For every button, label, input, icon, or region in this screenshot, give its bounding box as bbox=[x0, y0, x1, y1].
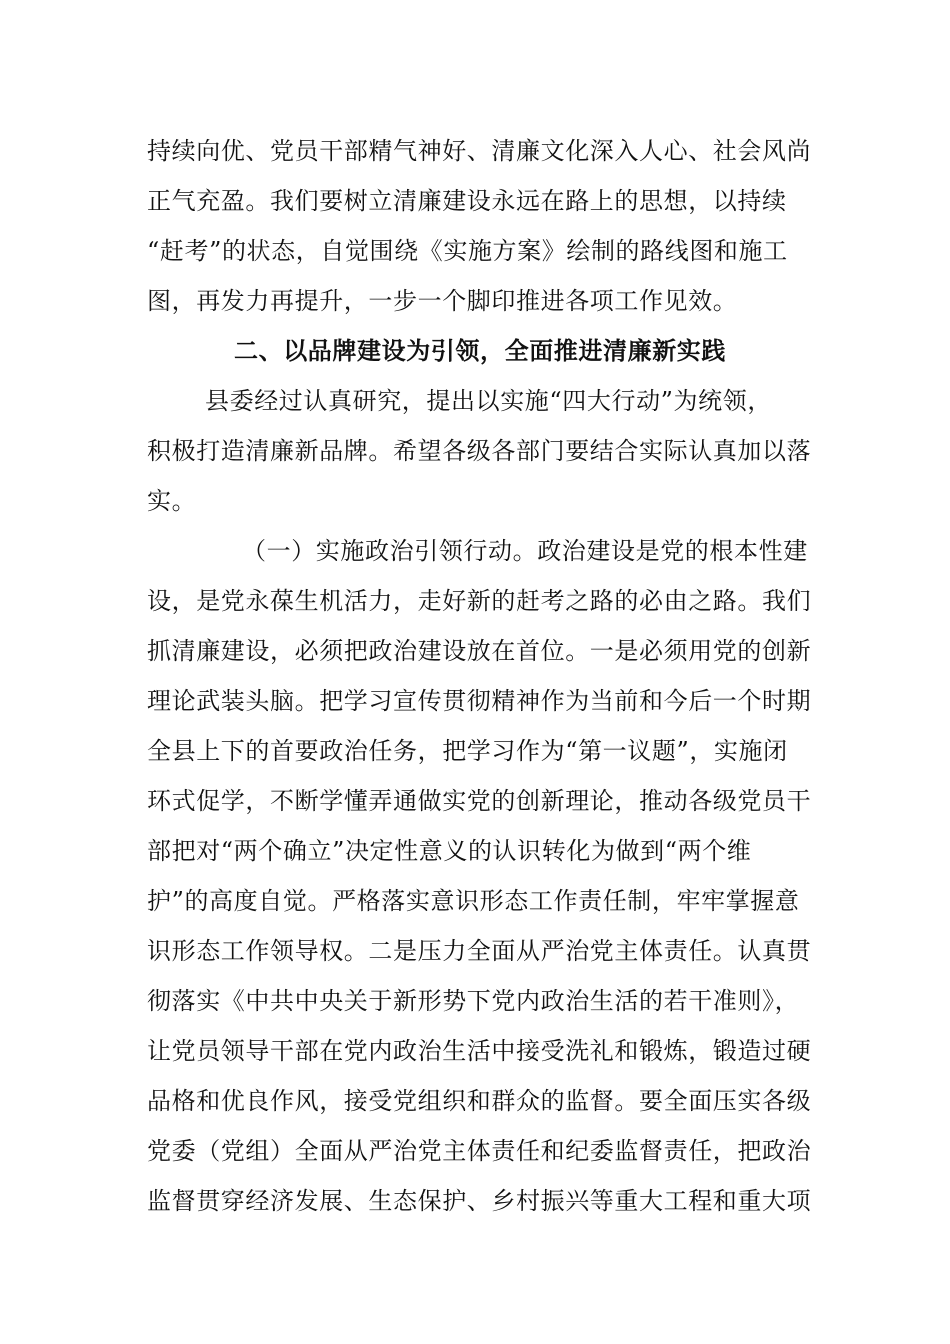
body-text-line: 实。 bbox=[147, 487, 197, 515]
body-text-line: 识形态工作领导权。二是压力全面从严治党主体责任。认真贯 bbox=[147, 937, 812, 965]
body-text-line: 监督贯穿经济发展、生态保护、乡村振兴等重大工程和重大项 bbox=[147, 1187, 812, 1215]
body-text-line: 环式促学，不断学懂弄通做实党的创新理论，推动各级党员干 bbox=[147, 787, 812, 815]
section-heading: 二、以品牌建设为引领，全面推进清廉新实践 bbox=[234, 336, 726, 365]
body-text-line: （一）实施政治引领行动。政治建设是党的根本性建 bbox=[242, 537, 808, 565]
body-text-line: 彻落实《中共中央关于新形势下党内政治生活的若干准则》， bbox=[147, 987, 800, 1015]
body-text-line: 图，再发力再提升，一步一个脚印推进各项工作见效。 bbox=[147, 287, 738, 315]
body-text-line: 县委经过认真研究，提出以实施“四大行动”为统领， bbox=[205, 387, 772, 415]
body-text-line: “赶考”的状态，自觉围绕《实施方案》绘制的路线图和施工 bbox=[147, 237, 788, 265]
body-text-line: 全县上下的首要政治任务，把学习作为“第一议题”，实施闭 bbox=[147, 737, 788, 765]
body-text-line: 持续向优、党员干部精气神好、清廉文化深入人心、社会风尚 bbox=[147, 137, 812, 165]
body-text-line: 正气充盈。我们要树立清廉建设永远在路上的思想，以持续 bbox=[147, 187, 787, 215]
body-text-line: 护”的高度自觉。严格落实意识形态工作责任制，牢牢掌握意 bbox=[147, 887, 800, 915]
body-text-line: 抓清廉建设，必须把政治建设放在首位。一是必须用党的创新 bbox=[147, 637, 812, 665]
body-text-line: 党委（党组）全面从严治党主体责任和纪委监督责任，把政治 bbox=[147, 1137, 812, 1165]
body-text-line: 部把对“两个确立”决定性意义的认识转化为做到“两个维 bbox=[147, 837, 752, 865]
body-text-line: 积极打造清廉新品牌。希望各级各部门要结合实际认真加以落 bbox=[147, 437, 812, 465]
body-text-line: 理论武装头脑。把学习宣传贯彻精神作为当前和今后一个时期 bbox=[147, 687, 812, 715]
body-text-line: 品格和优良作风，接受党组织和群众的监督。要全面压实各级 bbox=[147, 1087, 812, 1115]
body-text-line: 设，是党永葆生机活力，走好新的赶考之路的必由之路。我们 bbox=[147, 587, 812, 615]
body-text-line: 让党员领导干部在党内政治生活中接受洗礼和锻炼，锻造过硬 bbox=[147, 1037, 812, 1065]
